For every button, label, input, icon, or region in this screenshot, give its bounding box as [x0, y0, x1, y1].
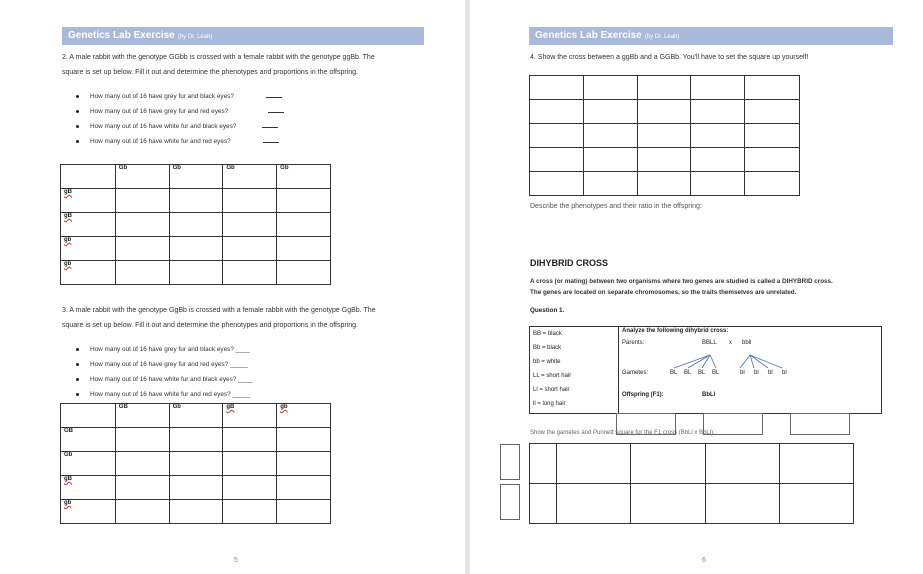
cell[interactable] — [557, 444, 631, 484]
cell[interactable] — [691, 148, 745, 172]
cell[interactable] — [691, 172, 745, 196]
row-header: gb — [61, 237, 116, 261]
q2-punnett-square — [60, 164, 331, 285]
offspring-row: Offspring (F1): BbLl — [622, 392, 716, 398]
header-credit: (by Dr. Leah) — [644, 34, 680, 40]
cell[interactable] — [277, 189, 331, 213]
cell[interactable] — [637, 76, 691, 100]
cell[interactable] — [691, 76, 745, 100]
cell[interactable] — [277, 428, 331, 452]
q4-punnett-square — [529, 75, 800, 196]
cell[interactable] — [530, 76, 584, 100]
cell[interactable] — [115, 476, 169, 500]
row-header: Gb — [61, 452, 116, 476]
dihybrid-definition — [530, 276, 833, 298]
cell[interactable] — [115, 452, 169, 476]
cell[interactable] — [779, 444, 853, 484]
q2-line-2: square is set up below. Fill it out and determine the phenotypes and proportions in the offspring. — [62, 69, 358, 76]
cell[interactable] — [115, 189, 169, 213]
cell[interactable] — [745, 148, 800, 172]
cell[interactable] — [779, 484, 853, 524]
cell[interactable] — [637, 148, 691, 172]
column-header: Gb — [169, 404, 223, 428]
row-header: gB — [61, 213, 116, 237]
cell[interactable] — [115, 261, 169, 285]
describe-prompt: Describe the phenotypes and their ratio in the offspring: — [530, 203, 702, 210]
q3-line-1: 3. A male rabbit with the genotype GgBb is crossed with a female rabbit with the genotype GgBb. The — [62, 307, 376, 314]
cell[interactable] — [530, 484, 557, 524]
cell[interactable] — [691, 100, 745, 124]
cell[interactable] — [745, 124, 800, 148]
cell[interactable] — [277, 237, 331, 261]
cell[interactable] — [223, 452, 277, 476]
list-item: How many out of 16 have grey fur and red eyes? — [76, 108, 284, 123]
cell[interactable] — [530, 124, 584, 148]
cell[interactable] — [223, 476, 277, 500]
column-header: Gb — [277, 165, 331, 189]
column-header: gB — [223, 404, 277, 428]
dihybrid-heading: DIHYBRID CROSS — [530, 258, 609, 268]
q3-punnett-square — [60, 403, 331, 524]
cell[interactable] — [530, 100, 584, 124]
q3-question-list — [76, 346, 252, 406]
cell[interactable] — [705, 484, 779, 524]
list-item: How many out of 16 have grey fur and black eyes? ____ — [76, 346, 252, 361]
gametes-row: Gametes: BL BL BL BL bl bl bl bl — [622, 370, 787, 376]
cell[interactable] — [169, 500, 223, 524]
answer-blank[interactable] — [268, 112, 284, 113]
cell[interactable] — [583, 76, 637, 100]
column-header: Gb — [115, 165, 169, 189]
q3-line-2: square is set up below. Fill it out and determine the phenotypes and proportions in the offspring. — [62, 322, 358, 329]
cell[interactable] — [557, 484, 631, 524]
cell[interactable] — [277, 452, 331, 476]
answer-blank[interactable] — [262, 127, 278, 128]
page-number: 6 — [702, 557, 706, 564]
list-item: How many out of 16 have white fur and red eyes? — [76, 138, 284, 153]
question-4-text: 4. Show the cross between a ggBb and a GGBb. You'll have to set the square up yourself! — [530, 54, 809, 61]
page-header — [62, 27, 424, 45]
definition-line-2: The genes are located on separate chromosomes, so the traits themselves are unrelated. — [530, 289, 797, 296]
cell[interactable] — [115, 237, 169, 261]
cell[interactable] — [223, 213, 277, 237]
question-2-text — [62, 51, 375, 79]
definition-line-1: A cross (or mating) between two organisms where two genes are studied is called a DIHYBRID cross. — [530, 278, 833, 285]
cell[interactable] — [223, 189, 277, 213]
cell[interactable] — [705, 444, 779, 484]
header-title: Genetics Lab Exercise — [535, 30, 642, 41]
row-header: gb — [61, 261, 116, 285]
gamete-box[interactable] — [500, 484, 520, 520]
cell[interactable] — [223, 500, 277, 524]
row-header: gB — [61, 476, 116, 500]
q2-line-1: 2. A male rabbit with the genotype GGbb is crossed with a female rabbit with the genotype ggBb. The — [62, 54, 375, 61]
cell[interactable] — [277, 261, 331, 285]
list-item: How many out of 16 have grey fur and red eyes? _____ — [76, 361, 252, 376]
cell[interactable] — [169, 476, 223, 500]
genotype-key: BB = black Bb = black bb = white LL = short hair Ll = short hair ll = long hair — [530, 327, 619, 414]
parent-2: bbll — [742, 340, 752, 346]
cell[interactable] — [583, 148, 637, 172]
cell[interactable] — [745, 100, 800, 124]
page-6 — [470, 0, 923, 574]
cross-sign: x — [729, 340, 732, 346]
row-header: gb — [61, 500, 116, 524]
column-header: GB — [115, 404, 169, 428]
q2-question-list — [76, 93, 284, 153]
cell[interactable] — [745, 76, 800, 100]
cell[interactable] — [583, 100, 637, 124]
cell[interactable] — [277, 476, 331, 500]
cell[interactable] — [631, 444, 705, 484]
row-header: GB — [61, 428, 116, 452]
cell[interactable] — [277, 213, 331, 237]
column-header: Gb — [169, 165, 223, 189]
page-header — [529, 27, 893, 45]
column-header: Gb — [223, 165, 277, 189]
header-credit: (by Dr. Leah) — [177, 34, 213, 40]
question-3-text — [62, 304, 376, 332]
parent-1: BBLL — [702, 340, 717, 346]
offspring-genotype: BbLl — [702, 392, 716, 398]
list-item: How many out of 16 have white fur and red eyes? _____ — [76, 391, 252, 406]
cell[interactable] — [637, 100, 691, 124]
cell[interactable] — [530, 172, 584, 196]
list-item: How many out of 16 have white fur and black eyes? ____ — [76, 376, 252, 391]
gamete-box[interactable] — [790, 413, 850, 435]
cell[interactable] — [277, 500, 331, 524]
cell[interactable] — [637, 172, 691, 196]
cell[interactable] — [583, 124, 637, 148]
cell[interactable] — [115, 428, 169, 452]
gamete-box[interactable] — [500, 444, 520, 480]
cell[interactable] — [745, 172, 800, 196]
cell[interactable] — [169, 237, 223, 261]
cell[interactable] — [530, 444, 557, 484]
cell[interactable] — [169, 452, 223, 476]
cell[interactable] — [169, 213, 223, 237]
column-header: gb — [277, 404, 331, 428]
gamete-arrows — [622, 354, 822, 370]
cell[interactable] — [169, 261, 223, 285]
page-number: 5 — [234, 557, 238, 564]
f1-punnett-square — [529, 443, 854, 524]
answer-blank[interactable] — [266, 97, 282, 98]
cell[interactable] — [691, 124, 745, 148]
cell[interactable] — [631, 484, 705, 524]
dihybrid-cross-table — [529, 326, 882, 414]
answer-blank[interactable] — [263, 142, 279, 143]
row-header: gB — [61, 189, 116, 213]
cross-analysis — [619, 327, 882, 414]
cell[interactable] — [223, 261, 277, 285]
cell[interactable] — [169, 189, 223, 213]
cell[interactable] — [223, 428, 277, 452]
analyze-label: Analyze the following dihybrid cross: — [622, 328, 729, 334]
cell[interactable] — [223, 237, 277, 261]
cell[interactable] — [583, 172, 637, 196]
cell[interactable] — [115, 213, 169, 237]
cell[interactable] — [530, 148, 584, 172]
show-gametes-text: Show the gametes and Punnett square for the F1 cross (BbLl x BbLl). — [530, 430, 715, 436]
cell[interactable] — [115, 500, 169, 524]
header-title: Genetics Lab Exercise — [68, 30, 175, 41]
cell[interactable] — [637, 124, 691, 148]
list-item: How many out of 16 have grey fur and black eyes? — [76, 93, 284, 108]
parents-row: Parents: BBLL x bbll — [622, 340, 752, 346]
list-item: How many out of 16 have white fur and black eyes? — [76, 123, 284, 138]
cell[interactable] — [169, 428, 223, 452]
question-1-label: Question 1. — [530, 307, 565, 314]
